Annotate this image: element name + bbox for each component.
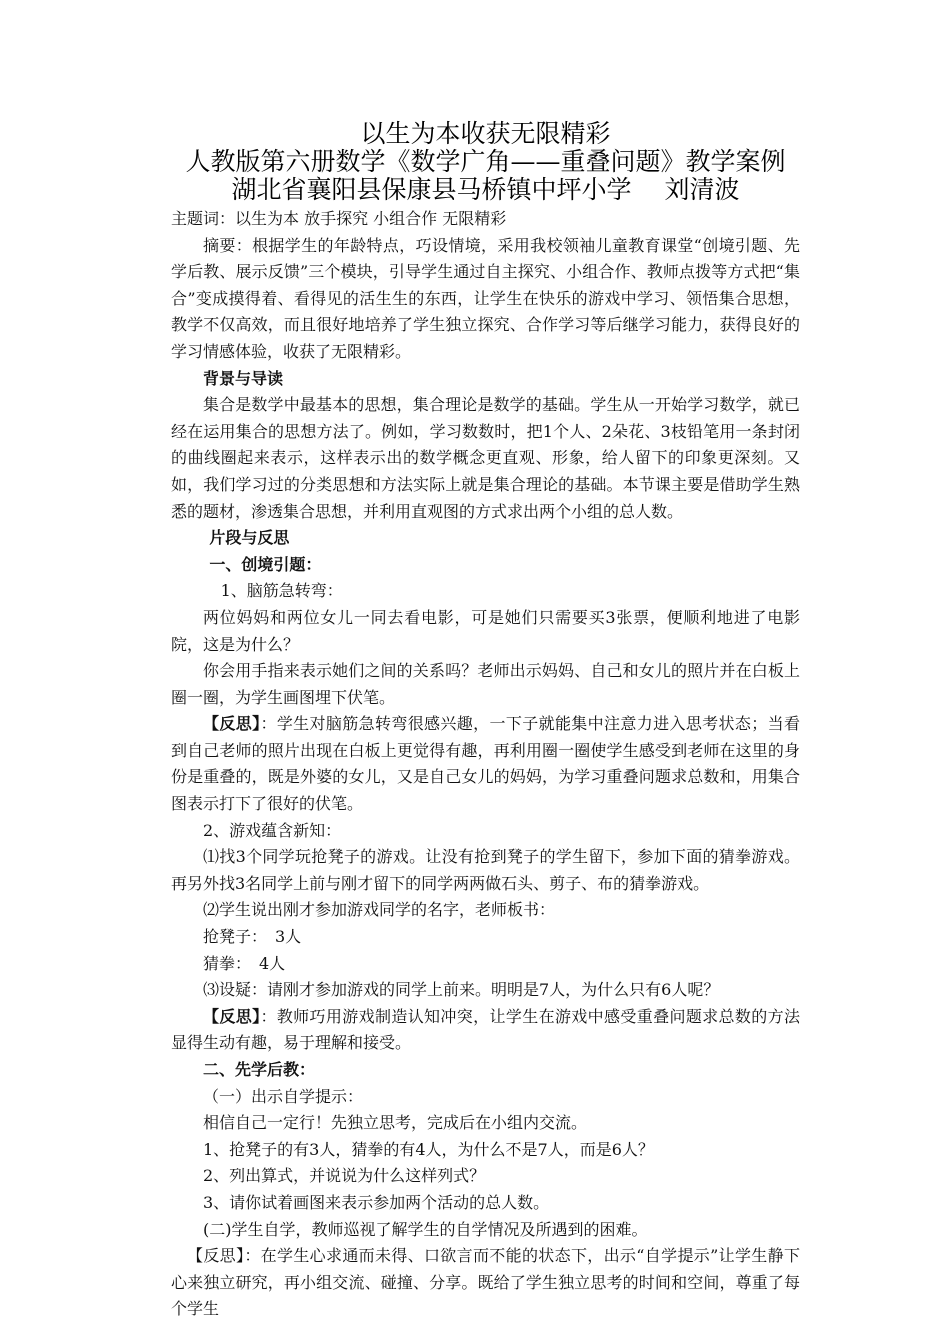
reflection-2 bbox=[171, 1004, 800, 1057]
keywords: 主题词：以生为本 放手探究 小组合作 无限精彩 bbox=[171, 209, 507, 228]
reflection-label: 【反思】 bbox=[203, 1006, 261, 1026]
prompt-q2: 2、列出算式，并说说为什么这样列式？ bbox=[203, 1166, 486, 1186]
part1-sub1: 1、脑筋急转弯： bbox=[220, 581, 343, 601]
part1-heading: 一、创境引题： bbox=[209, 554, 322, 574]
prompt-q1: 1、抢凳子的有3人，猜拳的有4人，为什么不是7人，而是6人？ bbox=[203, 1139, 654, 1159]
background-heading: 背景与导读 bbox=[203, 368, 284, 388]
background-text: 集合是数学中最基本的思想，集合理论是数学的基础。学生从一开始学习数学，就已经在运用集合的思想方法了。例如，学习数数时，把1个人、2朵花、3枝铅笔用一条封闭的曲线圈起来表示，这样表示出的数学概念更直观、形象，给人留下的印象更深刻。又如，我们学习过的分类思想和方法实际上就是集合理论的基础。本节课主要是借助学生熟悉的题材，渗透集合思想，并利用直观图的方式求出两个小组的总人数。 bbox=[171, 395, 800, 521]
game-step-2: ⑵学生说出刚才参加游戏同学的名字，老师板书： bbox=[203, 900, 556, 920]
document-subtitle: 人教版第六册数学《数学广角——重叠问题》教学案例 bbox=[185, 147, 786, 176]
part1-p2: 你会用手指来表示她们之间的关系吗？老师出示妈妈、自己和女儿的照片并在白板上圈一圈，为学生画图埋下伏笔。 bbox=[171, 661, 800, 707]
game-step-1: ⑴找3个同学玩抢凳子的游戏。让没有抢到凳子的学生留下，参加下面的猜拳游戏。再另外找3名同学上前与刚才留下的同学两两做石头、剪子、布的猜拳游戏。 bbox=[171, 847, 800, 893]
part2-s1: （一）出示自学提示： bbox=[203, 1086, 364, 1106]
reflection-text: ：学生对脑筋急转弯很感兴趣，一下子就能集中注意力进入思考状态；当看到自己老师的照片出现在白板上更觉得有趣，再利用圈一圈使学生感受到老师在这里的身份是重叠的，既是外婆的女儿，又是自己女儿的妈妈，为学习重叠问题求总数和，用集合图表示打下了很好的伏笔。 bbox=[171, 714, 800, 814]
reflection-label: 【反思】 bbox=[187, 1246, 245, 1266]
game-step-3: ⑶设疑：请刚才参加游戏的同学上前来。明明是7人，为什么只有6人呢？ bbox=[203, 980, 720, 1000]
reflection-label: 【反思】 bbox=[203, 714, 261, 734]
part2-heading: 二、先学后教： bbox=[203, 1060, 316, 1079]
reflection-1 bbox=[171, 711, 800, 817]
reflection-text: ：教师巧用游戏制造认知冲突，让学生在游戏中感受重叠问题求总数的方法显得生动有趣，易于理解和接受。 bbox=[171, 1006, 800, 1053]
board-line-1: 抢凳子： 3人 bbox=[203, 927, 302, 947]
prompt-q3: 3、请你试着画图来表示参加两个活动的总人数。 bbox=[203, 1192, 550, 1212]
part2-s1a: 相信自己一定行！先独立思考，完成后在小组内交流。 bbox=[203, 1113, 588, 1133]
part1-p1: 两位妈妈和两位女儿一同去看电影，可是她们只需要买3张票，便顺利地进了电影院，这是为什么？ bbox=[171, 607, 800, 654]
author-line: 湖北省襄阳县保康县马桥镇中坪小学 刘清波 bbox=[231, 175, 740, 204]
board-line-2: 猜拳： 4人 bbox=[203, 953, 286, 973]
part2-s2: (二)学生自学，教师巡视了解学生的自学情况及所遇到的困难。 bbox=[203, 1219, 648, 1239]
reflection-text: ：在学生心求通而未得、口欲言而不能的状态下，出示“自学提示”让学生静下心来独立研究，再小组交流、碰撞、分享。既给了学生独立思考的时间和空间，尊重了每个学生 bbox=[171, 1246, 800, 1319]
reflection-3 bbox=[171, 1243, 800, 1323]
document-title: 以生为本收获无限精彩 bbox=[360, 119, 611, 148]
part1-sub2: 2、游戏蕴含新知： bbox=[203, 820, 342, 840]
abstract: 摘要：根据学生的年龄特点，巧设情境，采用我校领袖儿童教育课堂“创境引题、先学后教、展示反馈”三个模块，引导学生通过自主探究、小组合作、教师点拨等方式把“集合”变成摸得着、看得见的活生生的东西，让学生在快乐的游戏中学习、领悟集合思想，教学不仅高效，而且很好地培养了学生独立探究、合作学习等后继学习能力，获得良好的学习情感体验，收获了无限精彩。 bbox=[171, 235, 800, 361]
segments-heading: 片段与反思 bbox=[209, 528, 290, 548]
